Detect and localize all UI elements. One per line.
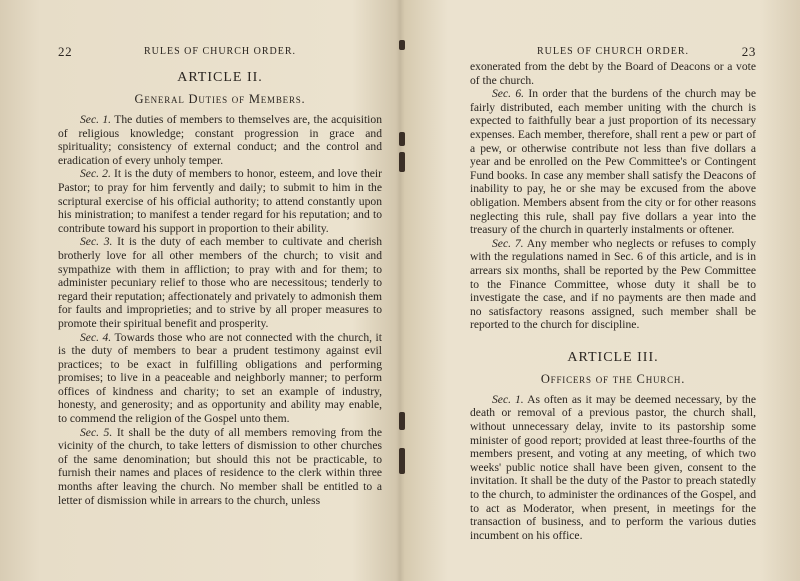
article-iii-subtitle: Officers of the Church. xyxy=(540,371,686,386)
section-paragraph: Sec. 2. It is the duty of members to honor, esteem, and love their Pastor; to pray for him fervently and daily; to submit to him in the scriptural exercise of his official authority; to attend constantly upon his ministration; to manifest a tender regard for his reputation; and to contribute toward his support in proportion to their ability. xyxy=(58,167,382,235)
section-paragraph: Sec. 4. Towards those who are not connected with the church, it is the duty of members to bear a prudent testimony against evil practices; to be exact in fulfilling obligations and performing promises; to live in a peaceable and neighborly manner; to perform offices of kindness and charity; to set an example of industry, honesty, and generosity; and as opportunity and ability may enable, to commend the religion of the Gospel unto them. xyxy=(58,330,382,426)
right-page-number: 23 xyxy=(741,44,756,59)
right-page xyxy=(404,0,800,581)
left-running-head xyxy=(58,44,382,60)
left-page-number: 22 xyxy=(58,44,73,59)
right-running-head xyxy=(470,44,756,60)
section-paragraph: Sec. 1. The duties of members to themselves are, the acquisition of religious knowledge; constant progression in grace and spirituality; consistency of external conduct; and the control and eradication of every unholy temper. xyxy=(58,113,382,167)
article-ii-subtitle: General Duties of Members. xyxy=(134,92,306,106)
section-paragraph: Sec. 3. It is the duty of each member to cultivate and cherish brotherly love for all other members of the church; to visit and sympathize with them in affliction; to pray with and for them; to administer pecuniary relief to those who are necessitous; tenderly to regard their reputation; affectionately and privately to admonish them for faults and improprieties; and to strive by all proper measures to promote their spiritual benefit and prosperity. xyxy=(58,235,382,330)
article-iii-title: ARTICLE III. xyxy=(567,349,659,365)
section-paragraph: Sec. 1. As often as it may be deemed necessary, by the death or removal of a previous pastor, the church shall, without unnecessary delay, invite to its pastorship some minister of good report; provided at least three-fourths of the members present, and voting at any meeting, of which two weeks' public notice shall have been given, consent to the invitation. It shall be the duty of the Pastor to preach statedly to the church, to administer the ordinances of the Gospel, and to act as Moderator, when present, in meetings for the transaction of business, and to perform the various duties incumbent on his office. xyxy=(470,392,756,542)
right-running-title: RULES OF CHURCH ORDER. xyxy=(536,46,690,57)
article-ii-title: ARTICLE II. xyxy=(177,70,263,85)
section-paragraph: Sec. 7. Any member who neglects or refuses to comply with the regulations named in Sec. 6 of this article, and is in arrears six months, shall be reported by the Pew Committee to the Finance Committee, whose duty it shall be to investigate the case, and if no payments are then made and no satisfactory reasons assigned, such member shall be reported to the church for discipline. xyxy=(470,236,756,332)
continuation-paragraph: exonerated from the debt by the Board of Deacons or a vote of the church. xyxy=(470,60,756,87)
section-paragraph: Sec. 6. In order that the burdens of the church may be fairly distributed, each member uniting with the church is expected to faithfully bear a just proportion of its necessary expenses. Each member, therefore, shall rent a pew or part of a pew, or otherwise contribute not less than five dollars a year and be enrolled on the Pew Committee's or Contingent Fund books. In case any member shall satisfy the Deacons of inability to pay, he or she may be excused from the above obligation. Members absent from the city or for other reasons neglecting this rule, shall pay five dollars a year into the treasury of the church in quarterly instalments or oftener. xyxy=(470,87,756,237)
left-running-title: RULES OF CHURCH ORDER. xyxy=(143,46,297,57)
section-paragraph: Sec. 5. It shall be the duty of all members removing from the vicinity of the church, to take letters of dismission to other churches of the same denomination; but should this not be practicable, to furnish their names and places of residence to the clerk within three months after leaving the church. No member shall be entitled to a letter of dismission while in arrears to the church, unless xyxy=(58,425,382,507)
